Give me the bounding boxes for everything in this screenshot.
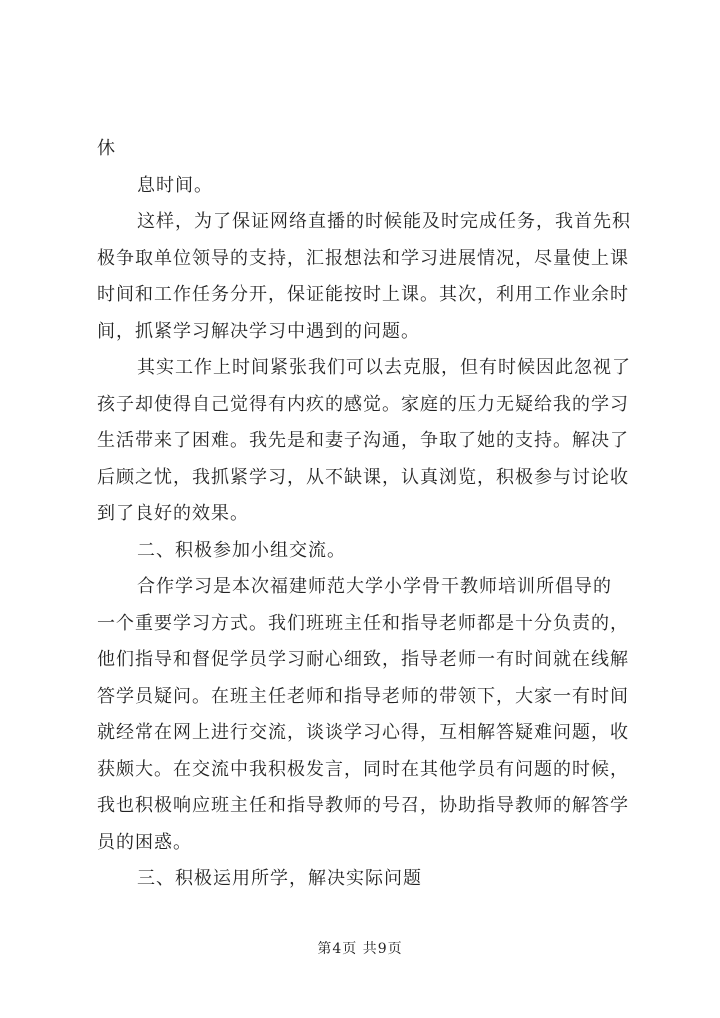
text-line: 生活带来了困难。我先是和妻子沟通，争取了她的支持。解决了 (97, 430, 629, 451)
paragraph (97, 350, 657, 533)
text-line: 获颇大。在交流中我积极发言，同时在其他学员有问题的时候， (97, 758, 629, 780)
document-body (97, 131, 657, 898)
text-line: 后顾之忧，我抓紧学习，从不缺课，认真浏览，积极参与讨论收 (97, 466, 629, 488)
paragraph (97, 168, 657, 205)
paragraph (97, 861, 657, 898)
paragraph (97, 569, 657, 861)
text-line: 三、积极运用所学，解决实际问题 (137, 868, 422, 889)
text-line: 时间和工作任务分开，保证能按时上课。其次，利用工作业余时 (97, 284, 629, 305)
paragraph (97, 204, 657, 350)
text-line: 就经常在网上进行交流，谈谈学习心得，互相解答疑难问题，收 (97, 722, 629, 743)
text-line: 我也积极响应班主任和指导教师的号召，协助指导教师的解答学 (97, 795, 629, 816)
text-line: 二、积极参加小组交流。 (137, 539, 346, 561)
text-line: 合作学习是本次福建师范大学小学骨干教师培训所倡导的 (137, 576, 612, 597)
paragraph (97, 131, 657, 168)
text-line: 一个重要学习方式。我们班班主任和指导老师都是十分负责的， (97, 612, 629, 634)
page-footer: 第4页 共9页 (317, 941, 403, 957)
text-line: 息时间。 (137, 174, 213, 196)
text-line: 间，抓紧学习解决学习中遇到的问题。 (97, 320, 420, 342)
paragraph (97, 533, 657, 570)
text-line: 其实工作上时间紧张我们可以去克服，但有时候因此忽视了 (137, 357, 631, 378)
text-line: 孩子却使得自己觉得有内疚的感觉。家庭的压力无疑给我的学习 (97, 393, 629, 415)
text-line: 答学员疑问。在班主任老师和指导老师的带领下，大家一有时间 (97, 685, 629, 707)
text-line: 极争取单位领导的支持，汇报想法和学习进展情况，尽量使上课 (97, 247, 629, 269)
text-line: 员的困惑。 (97, 831, 192, 853)
text-line: 到了良好的效果。 (97, 503, 249, 524)
text-line: 这样，为了保证网络直播的时候能及时完成任务，我首先积 (137, 211, 631, 232)
text-line: 休 (97, 138, 116, 159)
text-line: 他们指导和督促学员学习耐心细致，指导老师一有时间就在线解 (97, 649, 629, 670)
